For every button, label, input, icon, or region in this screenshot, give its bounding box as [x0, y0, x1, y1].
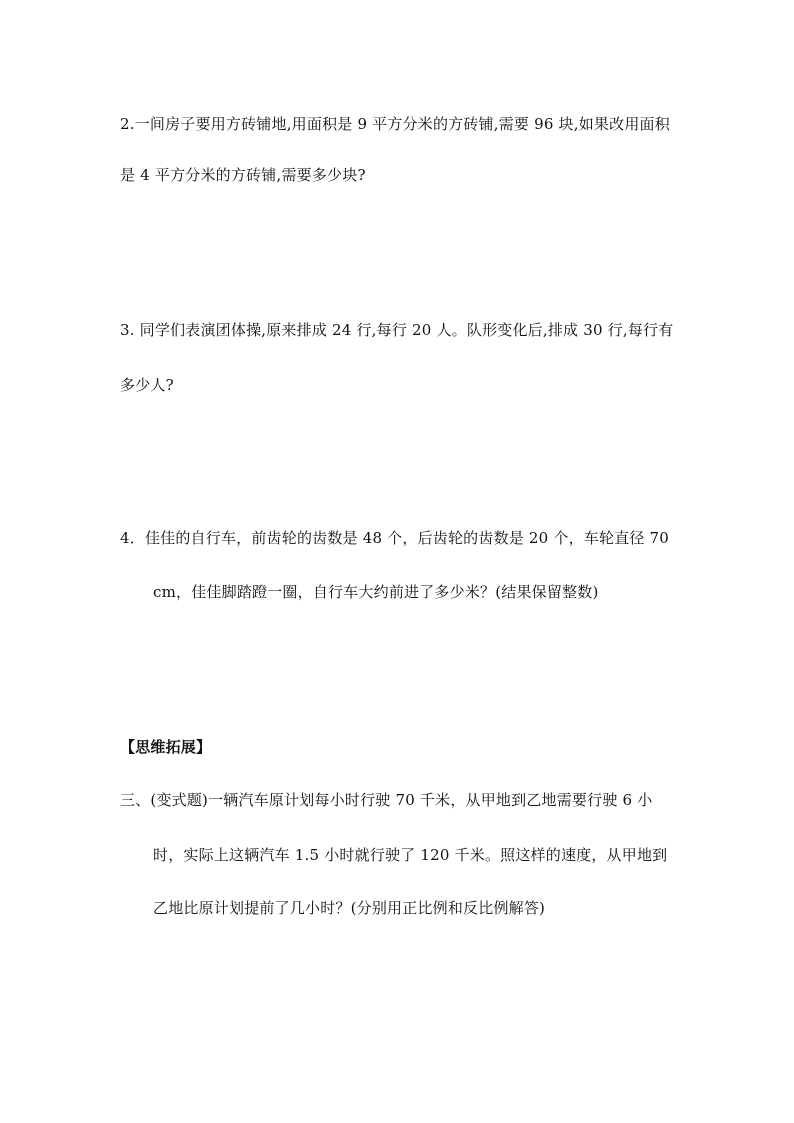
problem-3-line-2: 多少人?	[120, 376, 174, 394]
problem-4-line-1: 4．佳佳的自行车，前齿轮的齿数是 48 个，后齿轮的齿数是 20 个，车轮直径 70	[120, 529, 670, 547]
problem-4-line-2: cm，佳佳脚踏蹬一圈，自行车大约前进了多少米？(结果保留整数)	[153, 583, 599, 601]
extension-question-line-1: 三、(变式题)一辆汽车原计划每小时行驶 70 千米，从甲地到乙地需要行驶 6 小	[120, 791, 653, 809]
section-heading: 【思维拓展】	[120, 738, 212, 756]
problem-2-line-2: 是 4 平方分米的方砖铺,需要多少块?	[120, 166, 366, 184]
extension-question-line-2: 时，实际上这辆汽车 1.5 小时就行驶了 120 千米。照这样的速度，从甲地到	[153, 846, 668, 864]
extension-question-line-3: 乙地比原计划提前了几小时？(分别用正比例和反比例解答)	[153, 899, 546, 917]
problem-2-line-1: 2.一间房子要用方砖铺地,用面积是 9 平方分米的方砖铺,需要 96 块,如果改用面积	[120, 115, 670, 133]
problem-3-line-1: 3. 同学们表演团体操,原来排成 24 行,每行 20 人。队形变化后,排成 30 行,每行有	[120, 321, 674, 339]
